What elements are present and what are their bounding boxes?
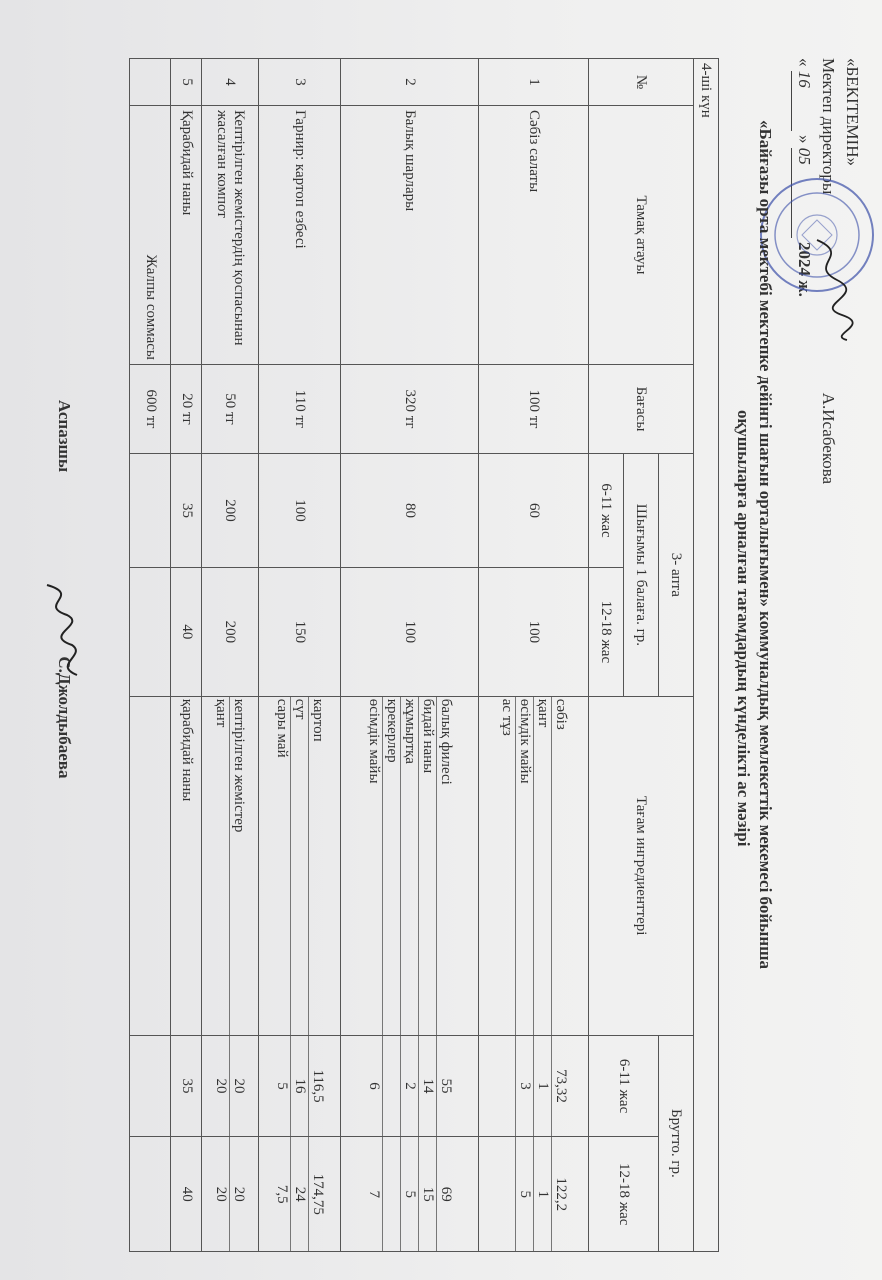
total-row — [130, 59, 171, 1252]
ingredient-list-item: қант — [213, 698, 230, 728]
ingredient-list-item: өсімдік майы — [366, 698, 382, 784]
dish-name: Кептірілген жемістердің қоспасынан жасалған компот — [201, 106, 258, 365]
gross-age2: 12-18 жас — [588, 1137, 658, 1252]
ingredient-list-item: ас тұз — [498, 698, 515, 736]
ingredient-list-item: сүт — [290, 697, 308, 1035]
gross-6-11 — [171, 1035, 202, 1137]
gross-12-18-item: 20 — [213, 1186, 230, 1202]
date-day: 16 — [791, 71, 816, 131]
dish-price: 110 тг — [258, 365, 341, 454]
table-row — [201, 59, 258, 1252]
row-num: 2 — [341, 59, 479, 106]
ingredient-list — [341, 696, 479, 1035]
table-row — [258, 59, 341, 1252]
gross-12-18-item: 174,75 — [308, 1137, 326, 1251]
approval-line1: «БЕКІТЕМІН» — [843, 58, 862, 166]
row-num: 3 — [258, 59, 341, 106]
signer-role: Аспазшы — [55, 400, 74, 473]
gross-6-11-item: 14 — [418, 1036, 436, 1137]
col-dish: Тамақ атауы — [588, 106, 693, 365]
gross-12-18-item: 20 — [229, 1137, 247, 1251]
signer-name: С.Джолдыбаева — [55, 656, 74, 779]
dish-price: 20 тг — [171, 365, 202, 454]
gross-6-11-item: 16 — [290, 1036, 308, 1137]
director-signature — [802, 235, 857, 345]
dish-price: 50 тг — [201, 365, 258, 454]
total-label: Жалпы соммасы — [130, 106, 171, 365]
gross-12-18 — [478, 1137, 588, 1252]
portion-6-11: 100 — [258, 454, 341, 568]
gross-6-11-item: 20 — [229, 1036, 247, 1137]
dish-name: Балық шарлары — [341, 106, 479, 365]
approval-date: « 16 » 05 2024 ж. — [791, 58, 816, 484]
ingredient-list-item: қант — [533, 697, 551, 1035]
ingredient-list — [201, 696, 258, 1035]
week-label: 3- апта — [659, 454, 694, 697]
gross-12-18 — [341, 1137, 479, 1252]
col-gross: Брутто. гр. — [659, 1035, 694, 1251]
ingredient-list-item: кептірілген жемістер — [229, 697, 247, 1035]
ingredient-list-item: сары май — [273, 698, 290, 758]
gross-12-18-item: 122,2 — [551, 1137, 569, 1251]
gross-12-18-item: 15 — [418, 1137, 436, 1251]
portion-6-11: 80 — [341, 454, 479, 568]
portion-6-11: 200 — [201, 454, 258, 568]
gross-12-18-item: 24 — [290, 1137, 308, 1251]
col-price: Бағасы — [588, 365, 693, 454]
ingredient-list — [478, 696, 588, 1035]
gross-6-11-item: 20 — [213, 1078, 230, 1094]
document-title — [732, 110, 776, 1270]
ingredient-list — [171, 696, 202, 1035]
ingredient-list-item: крекерлер — [382, 697, 400, 1035]
menu-table — [129, 58, 719, 1252]
gross-6-11-item: 1 — [533, 1036, 551, 1137]
gross-age1: 6-11 жас — [588, 1035, 658, 1137]
approval-line2: Мектеп директоры — [819, 58, 838, 195]
dish-name: Қарабидай наны — [171, 106, 202, 365]
gross-6-11-item: 5 — [273, 1082, 290, 1090]
director-name: А.Исабекова — [819, 392, 838, 485]
col-ingredients: Тағам ингредиенттері — [588, 696, 693, 1035]
gross-12-18-item: 1 — [533, 1137, 551, 1251]
ingredient-list-item: өсімдік майы — [515, 697, 533, 1035]
row-num: 4 — [201, 59, 258, 106]
gross-12-18 — [258, 1137, 341, 1252]
portion-12-18: 100 — [341, 568, 479, 697]
col-portion: Шығымы 1 балаға. гр. — [624, 454, 659, 697]
ingredient-list-item: сәбіз — [551, 697, 569, 1035]
portion-12-18: 150 — [258, 568, 341, 697]
ingredient-list-item: жұмыртқа — [400, 697, 418, 1035]
row-num: 5 — [171, 59, 202, 106]
gross-6-11 — [478, 1035, 588, 1137]
dish-price: 100 тг — [478, 365, 588, 454]
gross-12-18-item: 7,5 — [273, 1184, 290, 1204]
day-label: 4-ші күн — [694, 59, 719, 1252]
ingredient-list-item: картоп — [308, 697, 326, 1035]
gross-12-18-item: 69 — [436, 1137, 454, 1251]
title-line1: «Байғазы орта мектебі мектепке дейінгі шағын орталығымен» коммуналдық мемлекеттік мекемесі бойынша — [756, 120, 775, 970]
date-month: 05 — [791, 148, 816, 238]
gross-6-11-item — [382, 1036, 400, 1137]
portion-12-18: 40 — [171, 568, 202, 697]
gross-6-11-item: 35 — [178, 1078, 195, 1094]
table-row — [171, 59, 202, 1252]
gross-6-11-item: 55 — [436, 1036, 454, 1137]
portion-12-18: 100 — [478, 568, 588, 697]
gross-12-18-item: 7 — [366, 1190, 382, 1198]
gross-6-11-item: 73,32 — [551, 1036, 569, 1137]
ingredient-list — [258, 696, 341, 1035]
gross-6-11-item — [498, 1036, 515, 1137]
year: 2024 ж. — [795, 242, 814, 297]
row-num: 1 — [478, 59, 588, 106]
ingredient-list-item: қарабидай наны — [178, 698, 195, 802]
gross-6-11-item: 116,5 — [308, 1036, 326, 1137]
gross-12-18-item — [382, 1137, 400, 1251]
portion-6-11: 35 — [171, 454, 202, 568]
gross-6-11-item: 3 — [515, 1036, 533, 1137]
gross-12-18-item: 5 — [515, 1137, 533, 1251]
gross-12-18-item: 40 — [178, 1186, 195, 1202]
cook-signature — [32, 580, 92, 680]
portion-age2: 12-18 жас — [588, 568, 623, 697]
portion-age1: 6-11 жас — [588, 454, 623, 568]
col-num: № — [588, 59, 693, 106]
total-value: 600 тг — [130, 365, 171, 454]
menu-rows — [171, 59, 589, 1252]
gross-12-18 — [171, 1137, 202, 1252]
gross-6-11-item: 2 — [400, 1036, 418, 1137]
gross-12-18-item — [498, 1137, 515, 1251]
ingredient-list-item: бидай наны — [418, 697, 436, 1035]
table-row — [478, 59, 588, 1252]
gross-12-18-item: 5 — [400, 1137, 418, 1251]
gross-6-11 — [258, 1035, 341, 1137]
portion-12-18: 200 — [201, 568, 258, 697]
gross-6-11 — [201, 1035, 258, 1137]
portion-6-11: 60 — [478, 454, 588, 568]
gross-6-11 — [341, 1035, 479, 1137]
table-row — [341, 59, 479, 1252]
dish-price: 320 тг — [341, 365, 479, 454]
gross-12-18 — [201, 1137, 258, 1252]
title-line2: оқушыларға арналған тағамдардың күнделікті ас мәзірі — [734, 410, 753, 847]
dish-name: Сәбіз салаты — [478, 106, 588, 365]
dish-name: Гарнир: картоп езбесі — [258, 106, 341, 365]
gross-6-11-item: 6 — [366, 1082, 382, 1090]
ingredient-list-item: балық филесі — [436, 697, 454, 1035]
